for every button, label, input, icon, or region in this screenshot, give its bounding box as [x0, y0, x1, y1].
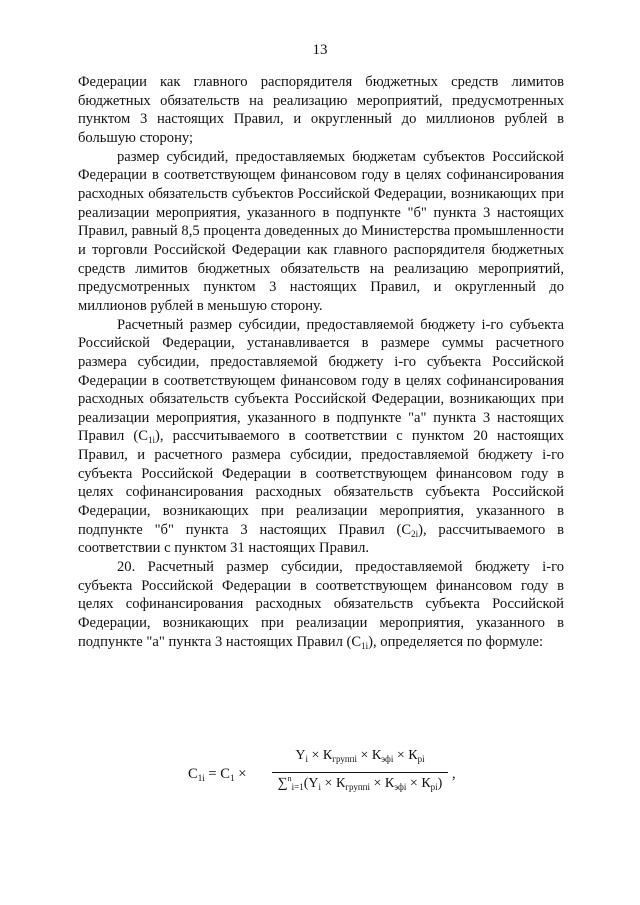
denominator-k-group: К	[335, 776, 346, 791]
numerator-k-r: К	[408, 748, 418, 763]
fraction-bar	[272, 772, 448, 773]
symbol-c1i: С	[138, 428, 149, 445]
denominator-k-eff: К	[384, 776, 395, 791]
numerator-times-1: ×	[311, 748, 320, 763]
symbol-c1i-subscript: 1i	[361, 640, 369, 651]
formula-comma: ,	[452, 766, 456, 782]
symbol-c2i: С	[401, 521, 412, 538]
denominator-y: Y	[308, 776, 319, 791]
formula-c1-subscript: 1	[230, 773, 235, 783]
page-number: 13	[312, 42, 328, 58]
formula-lhs-subscript: 1i	[197, 773, 205, 783]
formula	[188, 748, 488, 808]
document-body	[78, 73, 564, 651]
paragraph-3-part1: Расчетный размер субсидии, предоставляемой бюджету i-го субъекта Российской Федерации, устанавливается в размере суммы расчетного размера субсидии, предоставляемой бюджету i-го субъекта Российской Федерации в соответствующем финансовом году в целях софинансирования расходных обязательств субъекта Российской Федерации, возникающих при реализации мероприятия, указанного в подпункте "а" пункта 3 настоящих Правил (	[78, 316, 564, 445]
denominator-sum-upper: n	[287, 774, 292, 783]
denominator-close-paren: )	[437, 776, 443, 791]
denominator-sum-lower: i=1	[291, 782, 304, 792]
denominator-times-3: ×	[409, 776, 418, 791]
symbol-c2i-subscript: 2i	[411, 528, 419, 539]
formula-equals: = С	[208, 766, 231, 782]
symbol-c1i: С	[351, 633, 362, 650]
formula-denominator	[272, 776, 448, 792]
denominator-times-1: ×	[324, 776, 333, 791]
paragraph-4-part2: ), определяется по формуле:	[368, 633, 544, 650]
formula-fraction	[272, 748, 448, 792]
denominator-k-group-sub: группi	[345, 782, 370, 792]
paragraph-4-part1: 20. Расчетный размер субсидии, предоставляемой бюджету i-го субъекта Российской Федерации в соответствующем финансовом году в целях софинансирования расходных обязательств субъекта Российской Федерации, возникающих при реализации мероприятия, указанного в подпункте "а" пункта 3 настоящих Правил (	[78, 559, 564, 650]
denominator-k-r-sub: рi	[430, 782, 438, 792]
numerator-k-group-sub: группi	[332, 754, 357, 764]
numerator-times-2: ×	[360, 748, 369, 763]
numerator-k-r-sub: рi	[417, 754, 425, 764]
paragraph-4	[78, 558, 564, 651]
formula-numerator	[272, 748, 448, 770]
denominator-times-2: ×	[373, 776, 382, 791]
numerator-k-eff-sub: эфi	[381, 754, 394, 764]
paragraph-3-part3: ), рассчитываемого в соответствии с пунктом 31 настоящих Правил.	[78, 521, 564, 557]
numerator-y-sub: i	[305, 754, 308, 764]
paragraph-3-part2: ), рассчитываемого в соответствии с пунктом 20 настоящих Правил, и расчетного размера субсидии, предоставляемой бюджету i-го субъекта Российской Федерации в соответствующем финансовом году в целях софинансирования расходных обязательств субъекта Российской Федерации, возникающих при реализации мероприятия, указанного в подпункте "б" пункта 3 настоящих Правил (	[78, 428, 565, 538]
formula-lhs-symbol: С	[188, 766, 198, 782]
formula-lhs	[188, 766, 246, 783]
denominator-open-paren: (	[303, 776, 309, 791]
paragraph-3	[78, 316, 564, 559]
symbol-c1i-subscript: 1i	[148, 435, 156, 446]
paragraph-2: размер субсидий, предоставляемых бюджетам субъектов Российской Федерации в соответствующем финансовом году в целях софинансирования расходных обязательств субъектов Российской Федерации, возникающих при реализации мероприятия, указанного в подпункте "б" пункта 3 настоящих Правил, равный 8,5 процента доведенных до Министерства промышленности и торговли Российской Федерации как главного распорядителя бюджетных средств лимитов бюджетных обязательств на реализацию мероприятий, предусмотренных пунктом 3 настоящих Правил, и округленный до миллионов рублей в меньшую сторону.	[78, 148, 564, 314]
denominator-k-r: К	[421, 776, 431, 791]
denominator-sum-sign: ∑	[277, 776, 288, 791]
denominator-y-sub: i	[318, 782, 322, 792]
numerator-y: Y	[295, 748, 306, 763]
formula-times: ×	[238, 766, 247, 782]
numerator-k-eff: К	[371, 748, 382, 763]
paragraph-1: Федерации как главного распорядителя бюджетных средств лимитов бюджетных обязательств на реализацию мероприятий, предусмотренных пунктом 3 настоящих Правил, и округленный до миллионов рублей в большую сторону;	[78, 74, 564, 146]
numerator-times-3: ×	[396, 748, 405, 763]
denominator-k-eff-sub: эфi	[394, 782, 407, 792]
numerator-k-group: К	[322, 748, 333, 763]
